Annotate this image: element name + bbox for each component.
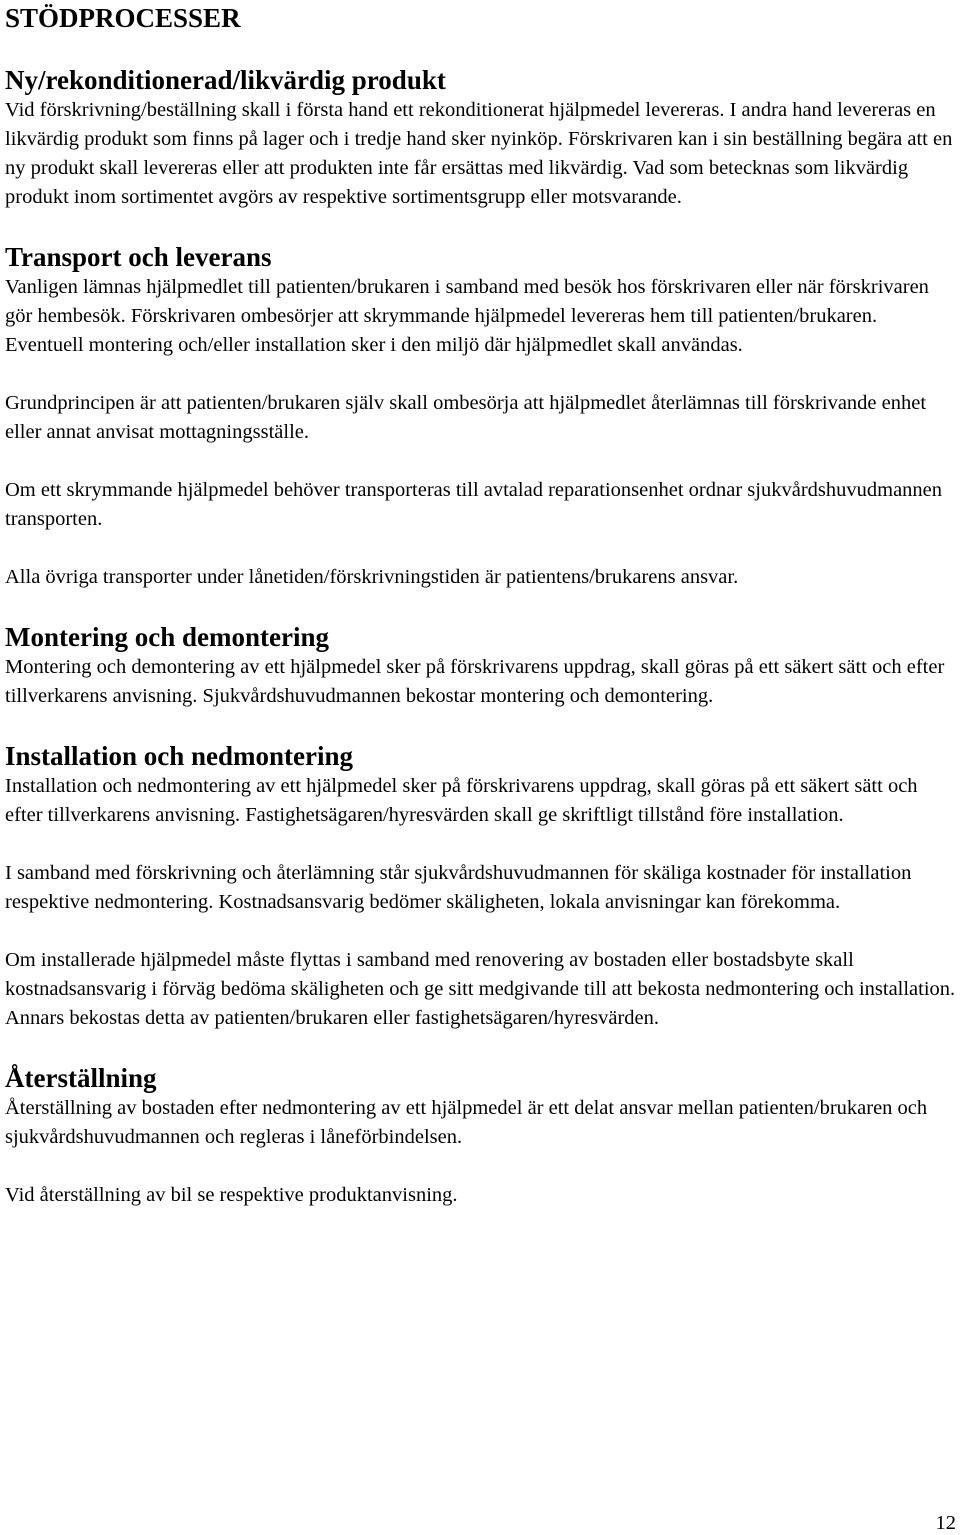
page-number: 12 (935, 1512, 956, 1534)
paragraph: Om ett skrymmande hjälpmedel behöver transporteras till avtalad reparationsenhet ordnar sjukvårdshuvudmannen transporten. (5, 479, 943, 530)
paragraph: Montering och demontering av ett hjälpmedel sker på förskrivarens uppdrag, skall göras på ett säkert sätt och efter tillverkarens anvisning. Sjukvårdshuvudmannen bekostar montering och demontering. (5, 656, 945, 707)
paragraph: Vanligen lämnas hjälpmedlet till patienten/brukaren i samband med besök hos förskrivaren eller när förskrivaren gör hembesök. Förskrivaren ombesörjer att skrymmande hjälpmedel levereras hem till patienten/brukaren. Eventuell montering och/eller installation sker i den miljö där hjälpmedlet skall användas. (5, 276, 929, 356)
section-heading: Ny/rekonditionerad/likvärdig produkt (5, 65, 446, 95)
paragraph: I samband med förskrivning och återlämning står sjukvårdshuvudmannen för skäliga kostnader för installation respektive nedmontering. Kostnadsansvarig bedömer skäligheten, lokala anvisningar kan förekomma. (5, 862, 912, 913)
section-heading: Montering och demontering (5, 622, 329, 652)
paragraph: Vid förskrivning/beställning skall i första hand ett rekonditionerat hjälpmedel levereras. I andra hand levereras en likvärdig produkt som finns på lager och i tredje hand sker nyinköp. Förskrivaren kan i sin beställning begära att en ny produkt skall levereras eller att produkten inte får ersättas med likvärdig. Vad som betecknas som likvärdig produkt inom sortimentet avgörs av respektive sortimentsgrupp eller motsvarande. (5, 99, 953, 208)
section-installation-och-nedmontering (5, 740, 957, 1033)
paragraph: Installation och nedmontering av ett hjälpmedel sker på förskrivarens uppdrag, skall göras på ett säkert sätt och efter tillverkarens anvisning. Fastighetsägaren/hyresvärden skall ge skriftligt tillstånd före installation. (5, 775, 918, 826)
document-page (5, 0, 957, 1210)
paragraph: Alla övriga transporter under lånetiden/förskrivningstiden är patientens/brukarens ansvar. (5, 566, 739, 588)
paragraph: Vid återställning av bil se respektive produktanvisning. (5, 1184, 458, 1206)
document-title: STÖDPROCESSER (5, 3, 241, 33)
section-transport-och-leverans (5, 241, 957, 592)
paragraph: Återställning av bostaden efter nedmontering av ett hjälpmedel är ett delat ansvar mellan patienten/brukaren och sjukvårdshuvudmannen och regleras i låneförbindelsen. (5, 1097, 928, 1148)
section-ny-rekonditionerad (5, 64, 957, 212)
section-aterstallning (5, 1062, 957, 1210)
section-heading: Återställning (5, 1063, 157, 1093)
section-heading: Installation och nedmontering (5, 741, 354, 771)
section-montering-och-demontering (5, 621, 957, 711)
paragraph: Om installerade hjälpmedel måste flyttas i samband med renovering av bostaden eller bostadsbyte skall kostnadsansvarig i förväg bedöma skäligheten och ge sitt medgivande till att bekosta nedmontering och installation. Annars bekostas detta av patienten/brukaren eller fastighetsägaren/hyresvärden. (5, 949, 956, 1029)
section-heading: Transport och leverans (5, 242, 272, 272)
paragraph: Grundprincipen är att patienten/brukaren själv skall ombesörja att hjälpmedlet återlämnas till förskrivande enhet eller annat anvisat mottagningsställe. (5, 392, 927, 443)
